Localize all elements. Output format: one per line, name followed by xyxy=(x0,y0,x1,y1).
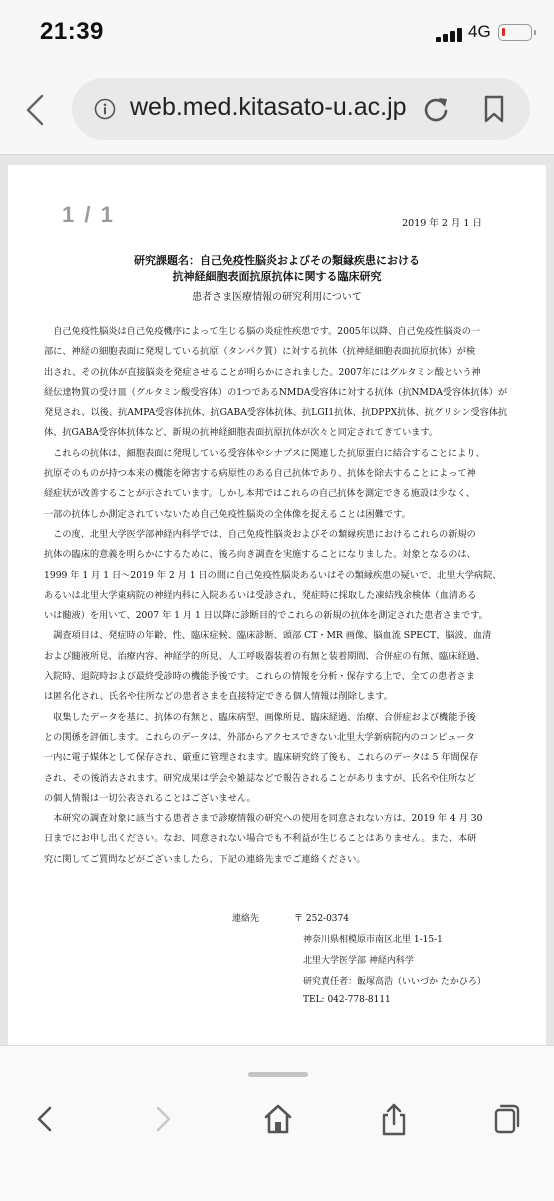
body-line: 抗原そのものが持つ本来の機能を障害する病原性のある自己抗体であり、抗体を除去することによって神 xyxy=(44,468,476,480)
body-line: 入院時、退院時および最終受診時の機能予後です。これらの情報を分析・保存する上で、全ての患者さま xyxy=(44,671,475,683)
body-line: 体、抗GABA受容体抗体など、新規の抗神経細胞表面抗原抗体が次々と同定されてきています。 xyxy=(44,427,439,439)
document-title-line1: 研究課題名：自己免疫性脳炎およびその類縁疾患における xyxy=(134,254,420,267)
body-line: との関係を評価します。これらのデータは、外部からアクセスできない北里大学新病院内のコンピュータ xyxy=(44,731,475,743)
back-button[interactable] xyxy=(18,88,54,132)
body-line: および髄液所見、治療内容、神経学的所見、人工呼吸器装着の有無と装着期間、合併症の有無、臨床経過、 xyxy=(44,650,485,662)
body-line: 経症状が改善することが示されています。しかし本邦ではこれらの自己抗体を測定できる施設は少なく、 xyxy=(44,488,475,500)
bottom-toolbar xyxy=(0,1045,554,1201)
contact-tel: TEL: 042-778-8111 xyxy=(303,995,391,1005)
url-text[interactable]: web.med.kitasato-u.ac.jp xyxy=(130,93,407,121)
body-line: 一内に電子媒体として保存され、厳重に管理されます。臨床研究終了後も、これらのデータは 5 年間保存 xyxy=(44,752,479,764)
address-bar[interactable] xyxy=(72,78,530,140)
document-title-line2: 抗神経細胞表面抗原抗体に関する臨床研究 xyxy=(172,270,382,283)
chevron-left-icon xyxy=(18,88,54,132)
body-line: 経伝達物質の受け皿（グルタミン酸受容体）の1つであるNMDA受容体に対する抗体（抗NMDA受容体抗体）が xyxy=(44,386,508,398)
body-line: 日までにお申し出ください。なお、同意されない場合でも不利益が生じることはありません。また、本研 xyxy=(44,833,477,845)
document-date: 2019 年 2 月 1 日 xyxy=(402,218,482,229)
contact-label: 連絡先 xyxy=(232,914,260,924)
home-icon[interactable] xyxy=(262,1102,294,1136)
body-line: 自己免疫性脳炎は自己免疫機序によって生じる脳の炎症性疾患です。2005年以降、自己免疫性脳炎の一 xyxy=(44,326,481,337)
signal-icon xyxy=(436,26,466,42)
status-time: 21:39 xyxy=(40,18,104,45)
body-line: は匿名化され、氏名や住所などの患者さまを直接特定できる個人情報は削除します。 xyxy=(44,691,393,703)
contact-postal: 〒 252-0374 xyxy=(294,914,349,924)
body-line: 本研究の調査対象に該当する患者さまで診療情報の研究への使用を同意されない方は、2019 年 4 月 30 xyxy=(44,813,483,825)
page-indicator: 1 / 1 xyxy=(62,202,115,227)
body-line: 一部の抗体しか測定されていないため自己免疫性脳炎の全体像を捉えることは困難です。 xyxy=(44,508,411,520)
contact-address: 神奈川県相模原市南区北里 1-15-1 xyxy=(303,935,443,945)
body-line: この度、北里大学医学部神経内科学では、自己免疫性脳炎およびその類縁疾患におけるこれらの新規の xyxy=(44,528,476,540)
reload-icon[interactable] xyxy=(422,95,450,123)
status-bar xyxy=(0,0,554,66)
bookmark-icon[interactable] xyxy=(482,95,506,123)
browser-toolbar xyxy=(0,66,554,155)
contact-dept: 北里大学医学部 神経内科学 xyxy=(303,956,414,966)
share-icon[interactable] xyxy=(378,1102,410,1136)
tabs-icon[interactable] xyxy=(490,1102,522,1136)
body-line: 出され、その抗体が直接脳炎を発症させることが明らかにされました。2007年にはグルタミン酸という神 xyxy=(44,366,481,378)
network-label: 4G xyxy=(468,22,491,41)
body-line: あるいは北里大学東病院の神経内科に入院あるいは受診され、発症時に採取した凍結残余検体（血清ある xyxy=(44,589,477,601)
body-line: いは髄液）を用いて、2007 年 1 月 1 日以降に診断目的でこれらの新規の抗体を測定された患者さまです。 xyxy=(44,610,488,622)
battery-icon xyxy=(498,24,532,41)
body-line: これらの抗体は、細胞表面に発現している受容体やシナプスに関連した抗原蛋白に結合することにより、 xyxy=(44,447,485,459)
chevron-right-icon[interactable] xyxy=(146,1102,178,1136)
document-subtitle: 患者さま医療情報の研究利用について xyxy=(192,292,362,303)
body-line: 抗体の臨床的意義を明らかにするために、後ろ向き調査を実施することになりました。対象となるのは、 xyxy=(44,549,476,561)
body-line: 1999 年 1 月 1 日～2019 年 2 月 1 日の間に自己免疫性脳炎あるいはその類縁疾患の疑いで、北里大学病院、 xyxy=(44,569,502,581)
body-line: 収集したデータを基に、抗体の有無と、臨床病型、画像所見、臨床経過、治療、合併症および機能予後 xyxy=(44,711,476,723)
body-line: 部に、神経の細胞表面に発現している抗原（タンパク質）に対する抗体（抗神経細胞表面抗原抗体）が検 xyxy=(44,346,476,358)
body-line: 発見され、以後、抗AMPA受容体抗体、抗GABA受容体抗体、抗LGI1抗体、抗DPPX抗体、抗グリシン受容体抗 xyxy=(44,407,508,419)
document-body xyxy=(44,322,516,870)
body-line: され、その後消去されます。研究成果は学会や雑誌などで報告されることがありますが、氏名や住所など xyxy=(44,772,476,784)
body-line: 究に関してご質問などがございましたら、下記の連絡先までご連絡ください。 xyxy=(44,853,366,865)
drag-handle[interactable] xyxy=(248,1072,308,1077)
contact-person: 研究責任者：飯塚高浩（いいづか たかひろ） xyxy=(303,977,486,987)
body-line: 調査項目は、発症時の年齢、性、臨床症候、臨床診断、頭部 CT・MR 画像、脳血流 SPECT、脳波、血清 xyxy=(44,630,492,642)
body-line: の個人情報は一切公表されることはございません。 xyxy=(44,792,256,804)
chevron-left-icon[interactable] xyxy=(30,1102,62,1136)
info-icon[interactable] xyxy=(94,98,116,120)
